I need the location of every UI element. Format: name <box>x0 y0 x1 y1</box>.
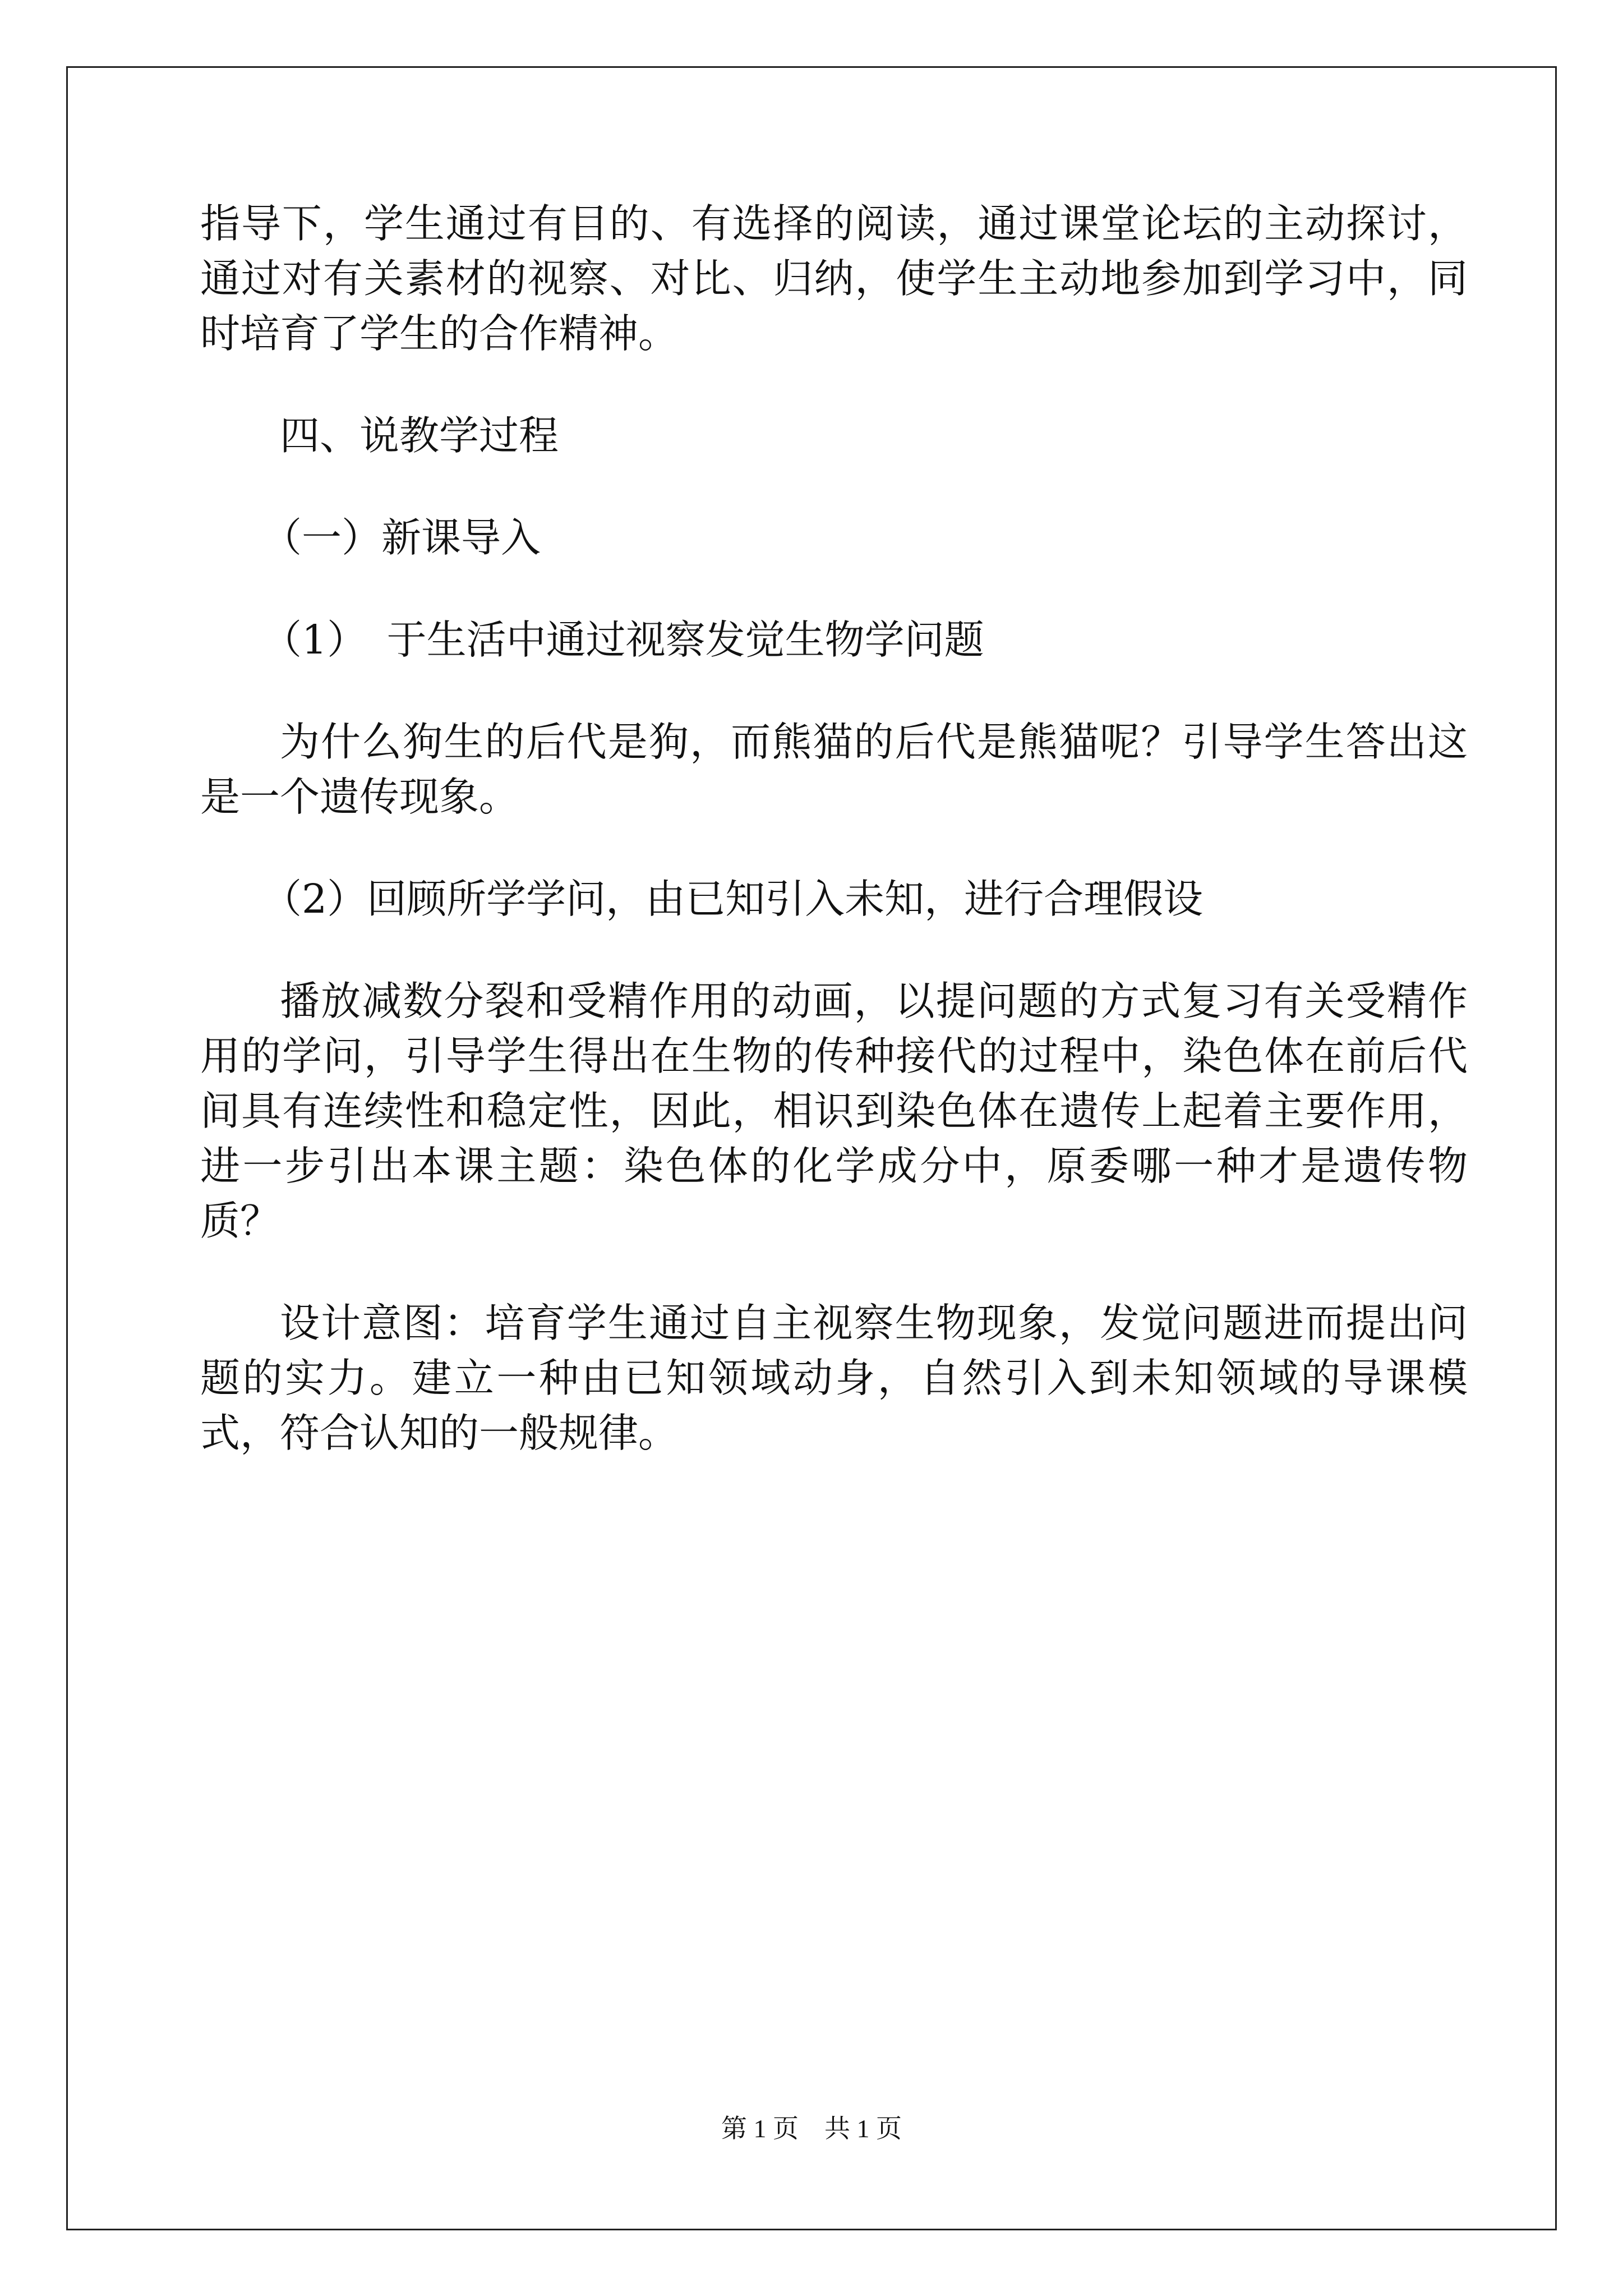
paragraph-question: 为什么狗生的后代是狗，而熊猫的后代是熊猫呢？引导学生答出这是一个遗传现象。 <box>200 719 1468 820</box>
subsection-heading: （一）新课导入 <box>262 514 541 561</box>
document-body <box>200 196 1468 1508</box>
section-heading: 四、说教学过程 <box>280 412 559 459</box>
paragraph-design-intent: 设计意图：培育学生通过自主视察生物现象，发觉问题进而提出问题的实力。建立一种由已知领域动身，自然引入到未知领域的导课模式，符合认知的一般规律。 <box>200 1300 1468 1456</box>
paragraph-continuation: 指导下，学生通过有目的、有选择的阅读，通过课堂论坛的主动探讨，通过对有关素材的视察、对比、归纳，使学生主动地参加到学习中，同时培育了学生的合作精神。 <box>200 200 1468 357</box>
item-heading-1: （1） 于生活中通过视察发觉生物学问题 <box>262 616 984 663</box>
page-footer: 第 1 页 共 1 页 <box>721 2114 902 2143</box>
paragraph-review: 播放减数分裂和受精作用的动画，以提问题的方式复习有关受精作用的学问，引导学生得出在生物的传种接代的过程中，染色体在前后代间具有连续性和稳定性，因此，相识到染色体在遗传上起着主要作用，进一步引出本课主题：染色体的化学成分中，原委哪一种才是遗传物质？ <box>200 978 1468 1244</box>
item-heading-2: （2）回顾所学学问，由已知引入未知，进行合理假设 <box>262 876 1204 922</box>
